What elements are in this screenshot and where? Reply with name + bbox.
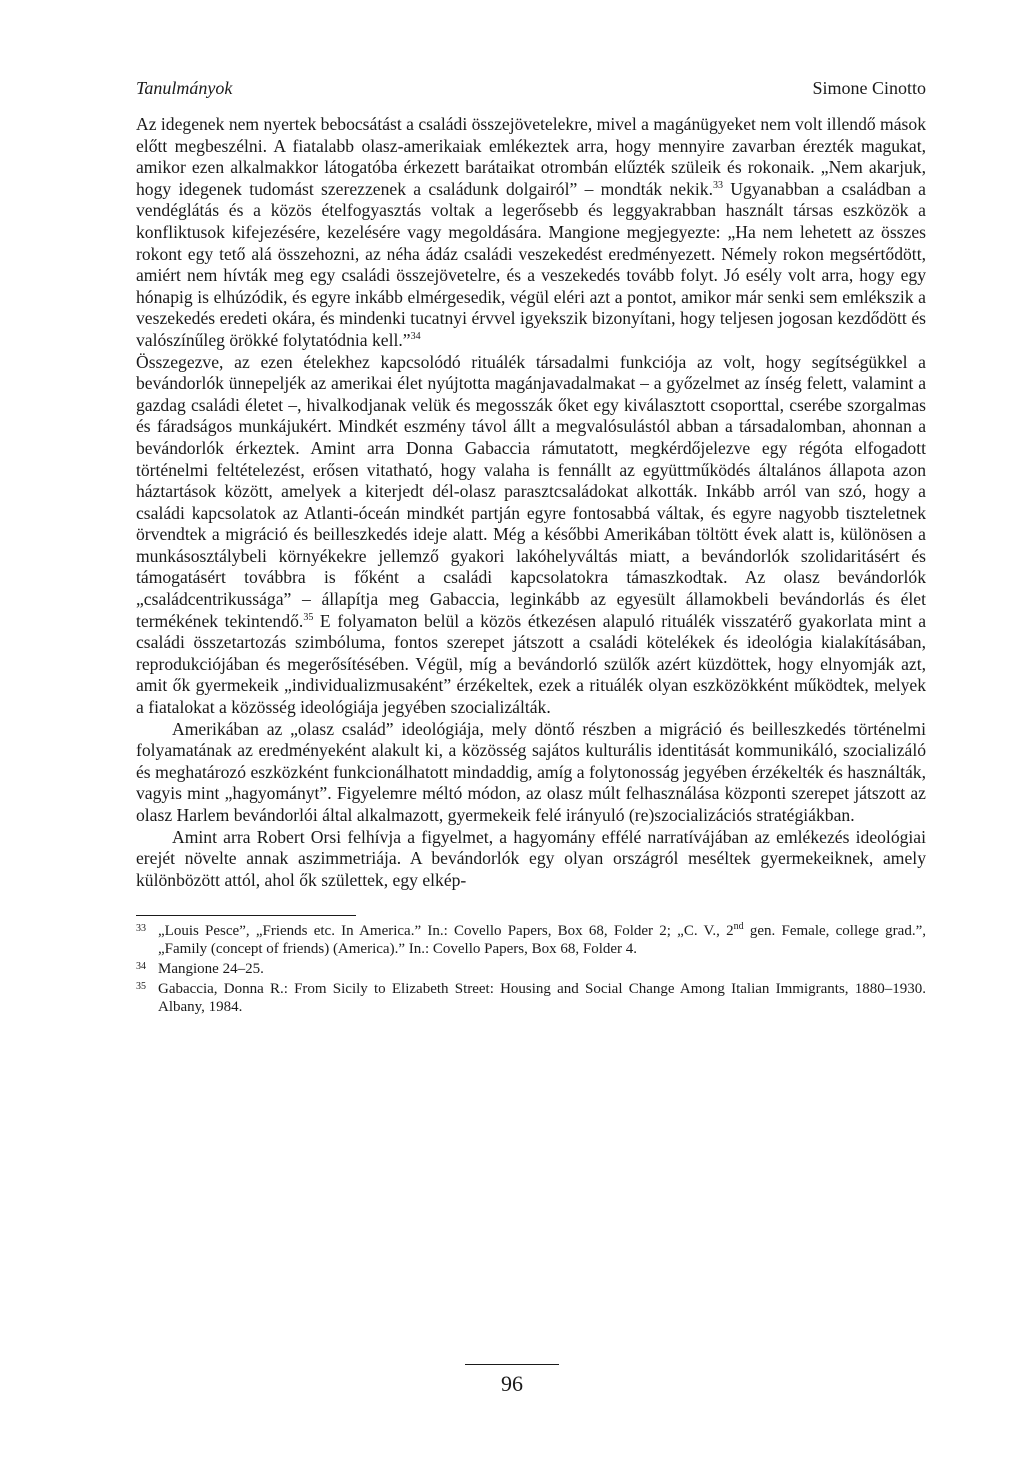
page xyxy=(136,78,926,1018)
text-run: Mangione 24–25. xyxy=(158,961,264,978)
page-footer xyxy=(0,1364,1024,1397)
paragraph xyxy=(136,719,926,827)
paragraph xyxy=(136,114,926,352)
text-run: Ugyanabban a családban a vendéglátás és a közös ételfogyasztás voltak a legerősebb és leggyakrabban használt társas eszközök a konfliktusok kifejezésére, kezelésére vagy megoldására. Mangione megjegyezte: „Ha nem lehetett az összes rokont egy tető alá összehozni, az néha ádáz családi veszekedést eredményezett. Némely rokon megsértődött, amiért nem hívták meg egy családi összejövetelre, és a veszekedés tovább folyt. Jó esély volt arra, hogy egy hónapig is elhúzódik, és egyre inkább elmérgesedik, végül eléri azt a pontot, amikor már senki sem emlékszik a veszekedés eredeti okára, és mindenki tucatnyi érvvel igyekszik bizonyítani, hogy teljesen jogosan kezdődött és valószínűleg örökké folytatódnia kell.” xyxy=(136,178,926,350)
paragraph xyxy=(136,827,926,892)
footnote xyxy=(136,922,926,958)
text-run: Összegezve, az ezen ételekhez kapcsolódó rituálék társadalmi funkciója az volt, hogy segítségükkel a bevándorlók ünnepeljék az amerikai élet nyújtotta magánjavadalmakat – a győzelmet az ínség felett, valamint a gazdag családi életet –, hivalkodjanak velük és megosszák őket egy kiválasztott csoporttal, cserébe szorgalmas és fáradságos munkájukért. Mindkét eszmény távol állt a megvalósulástól abban a társadalomban, ahonnan a bevándorlók érkeztek. Amint arra Donna Gabaccia rámutatott, megkérdőjelezve egy régóta elfogadott történelmi feltételezést, erősen vitatható, hogy valaha is fennállt az együttműködés általános állapota azon háztartások között, amelyek a kiterjedt dél-olasz parasztcsaládokat alkották. Inkább arról van szó, hogy a családi kapcsolatok az Atlanti-óceán mindkét partján egyre fontosabbá váltak, és egyre nagyobb tiszteletnek örvendtek a migráció és beilleszkedés ideje alatt. Még a későbbi Amerikában töltött évek alatt is, különösen a munkásosztálybeli környékekre jellemző gyakori lakóhelyváltás miatt, a bevándorlók szolidaritásért és támogatásért továbbra is főként a családi kapcsolatokra támaszkodtak. Az olasz bevándorlók „családcentrikussága” – állapítja meg Gabaccia, leginkább az egyesült államokbeli bevándorlás és élet termékének tekintendő. xyxy=(136,351,926,631)
footnote-text xyxy=(158,980,926,1016)
footnote-reference: nd xyxy=(733,921,744,933)
text-run: Amint arra Robert Orsi felhívja a figyelmet, a hagyomány effélé narratívájában az emlékezés ideológiai erejét növelte annak aszimmetriája. A bevándorlók egy olyan országról meséltek gyermekeiknek, amely különbözött attól, ahol ők születtek, egy elkép- xyxy=(136,826,926,890)
body-text xyxy=(136,114,926,891)
text-run: Az idegenek nem nyertek bebocsátást a családi összejövetelekre, mivel a magánügyeket nem volt illendő mások előtt megbeszélni. A fiatalabb olasz-amerikaiak emlékeztek arra, hogy mennyire zavarban érezték magukat, amikor ezen alkalmakkor látogatóba érkezett barátaikat otrombán elűzték szüleik és rokonaik. „Nem akarjuk, hogy idegenek tudomást szerezzenek a családunk dolgairól” – mondták nekik. xyxy=(136,114,926,199)
footnote-reference: 34 xyxy=(410,331,421,343)
footnote-number: 33 xyxy=(136,923,146,935)
text-run: gen. Female, college grad.”, „Family (concept of friends) (America).” In.: Covello Papers, Box 68, Folder 4. xyxy=(158,923,926,958)
paragraph xyxy=(136,352,926,719)
footnote-number: 34 xyxy=(136,961,146,973)
page-number-rule xyxy=(465,1364,559,1365)
footnote-text xyxy=(158,960,926,978)
footnote-rule xyxy=(136,915,356,916)
footnote-reference: 35 xyxy=(303,611,314,623)
section-title: Tanulmányok xyxy=(136,78,233,98)
author-name: Simone Cinotto xyxy=(812,78,926,98)
running-header xyxy=(136,78,926,114)
footnotes xyxy=(136,922,926,1016)
footnote xyxy=(136,960,926,978)
text-run: Gabaccia, Donna R.: From Sicily to Elizabeth Street: Housing and Social Change Among Italian Immigrants, 1880–1930. Albany, 1984. xyxy=(158,981,926,1016)
footnote xyxy=(136,980,926,1016)
footnote-reference: 33 xyxy=(712,179,723,191)
footnote-number: 35 xyxy=(136,981,146,993)
text-run: E folyamaton belül a közös étkezésen alapuló rituálék visszatérő gyakorlata mint a családi összetartozás szimbóluma, fontos szerepet játszott a családi kötelékek és ideológia kialakításában, reprodukciójában és megerősítésében. Végül, míg a bevándorló szülők azért küzdöttek, hogy elnyomják azt, amit ők gyermekeik „individualizmusaként” érzékeltek, ezek a rituálék olyan eszközökként működtek, melyek a fiatalokat a közösség ideológiája jegyében szocializálták. xyxy=(136,610,926,718)
page-number: 96 xyxy=(501,1371,523,1396)
text-run: „Louis Pesce”, „Friends etc. In America.” In.: Covello Papers, Box 68, Folder 2; „C. V., 2 xyxy=(158,923,734,940)
footnote-text xyxy=(158,922,926,958)
text-run: Amerikában az „olasz család” ideológiája, mely döntő részben a migráció és beilleszkedés történelmi folyamatának az eredményeként alakult ki, a közösség sajátos kulturális identitását kommunikáló, szocializáló és meghatározó eszközként funkcionálhatott mindaddig, amíg a folytonosság jegyében érzékelték és használták, vagyis mint „hagyományt”. Figyelemre méltó módon, az olasz múlt felhasználása központi szerepet játszott az olasz Harlem bevándorlói által alkalmazott, gyermekeik felé irányuló (re)szocializációs stratégiákban. xyxy=(136,718,926,825)
